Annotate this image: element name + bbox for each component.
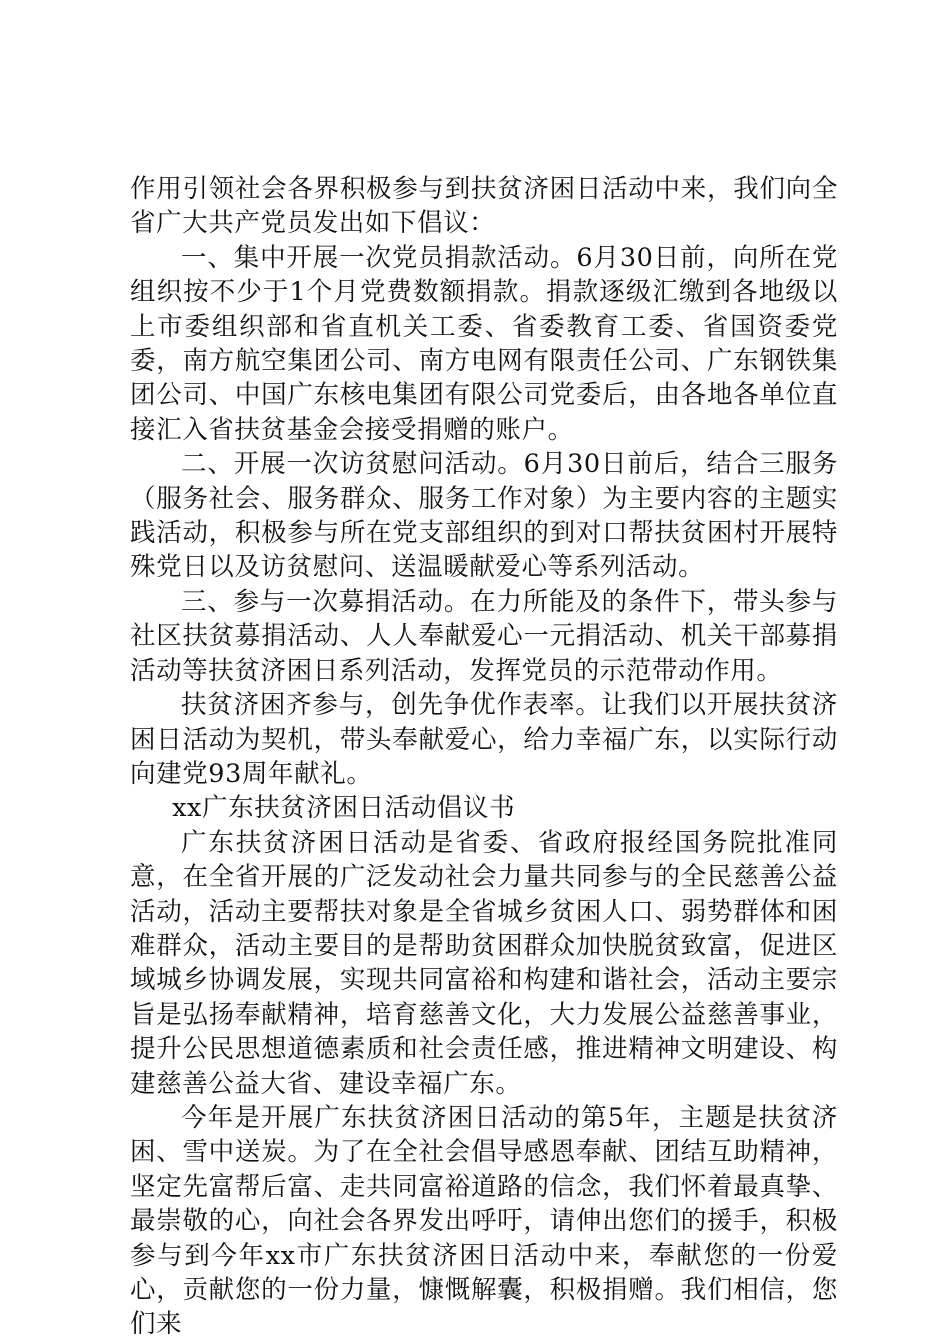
document-title: xx广东扶贫济困日活动倡议书 [172,793,516,824]
paragraph-intro: 广东扶贫济困日活动是省委、省政府报经国务院批准同意，在全省开展的广泛发动社会力量共同参与的全民慈善公益活动，活动主要帮扶对象是全省城乡贫困人口、弱势群体和困难群众，活动主要目的是帮助贫困群众加快脱贫致富，促进区域城乡协调发展，实现共同富裕和构建和谐社会，活动主要宗旨是弘扬奉献精神，培育慈善文化，大力发展公益慈善事业，提升公民思想道德素质和社会责任感，推进精神文明建设、构建慈善公益大省、建设幸福广东。 [130,827,838,1099]
paragraph-proposal-3: 三、参与一次募捐活动。在力所能及的条件下，带头参与社区扶贫募捐活动、人人奉献爱心一元捐活动、机关干部募捐活动等扶贫济困日系列活动，发挥党员的示范带动作用。 [130,586,838,686]
paragraph-continuation: 作用引领社会各界积极参与到扶贫济困日活动中来，我们向全省广大共产党员发出如下倡议： [130,174,838,239]
paragraph-proposal-1: 一、集中开展一次党员捐款活动。6月30日前，向所在党组织按不少于1个月党费数额捐款。捐款逐级汇缴到各地级以上市委组织部和省直机关工委、省委教育工委、省国资委党委，南方航空集团公司、南方电网有限责任公司、广东钢铁集团公司、中国广东核电集团有限公司党委后，由各地各单位直接汇入省扶贫基金会接受捐赠的账户。 [130,242,838,445]
document-body [130,172,838,1342]
paragraph-proposal-2: 二、开展一次访贫慰问活动。6月30日前后，结合三服务（服务社会、服务群众、服务工作对象）为主要内容的主题实践活动，积极参与所在党支部组织的到对口帮扶贫困村开展特殊党日以及访贫慰问、送温暖献爱心等系列活动。 [130,449,838,583]
paragraph-closing: 扶贫济困齐参与，创先争优作表率。让我们以开展扶贫济困日活动为契机，带头奉献爱心，给力幸福广东，以实际行动向建党93周年献礼。 [130,690,838,789]
paragraph-appeal: 今年是开展广东扶贫济困日活动的第5年，主题是扶贫济困、雪中送炭。为了在全社会倡导感恩奉献、团结互助精神，坚定先富帮后富、走共同富裕道路的信念，我们怀着最真挚、最崇敬的心，向社会各界发出呼吁，请伸出您们的援手，积极参与到今年xx市广东扶贫济困日活动中来，奉献您的一份爱心，贡献您的一份力量，慷慨解囊，积极捐赠。我们相信，您们来 [130,1102,838,1340]
